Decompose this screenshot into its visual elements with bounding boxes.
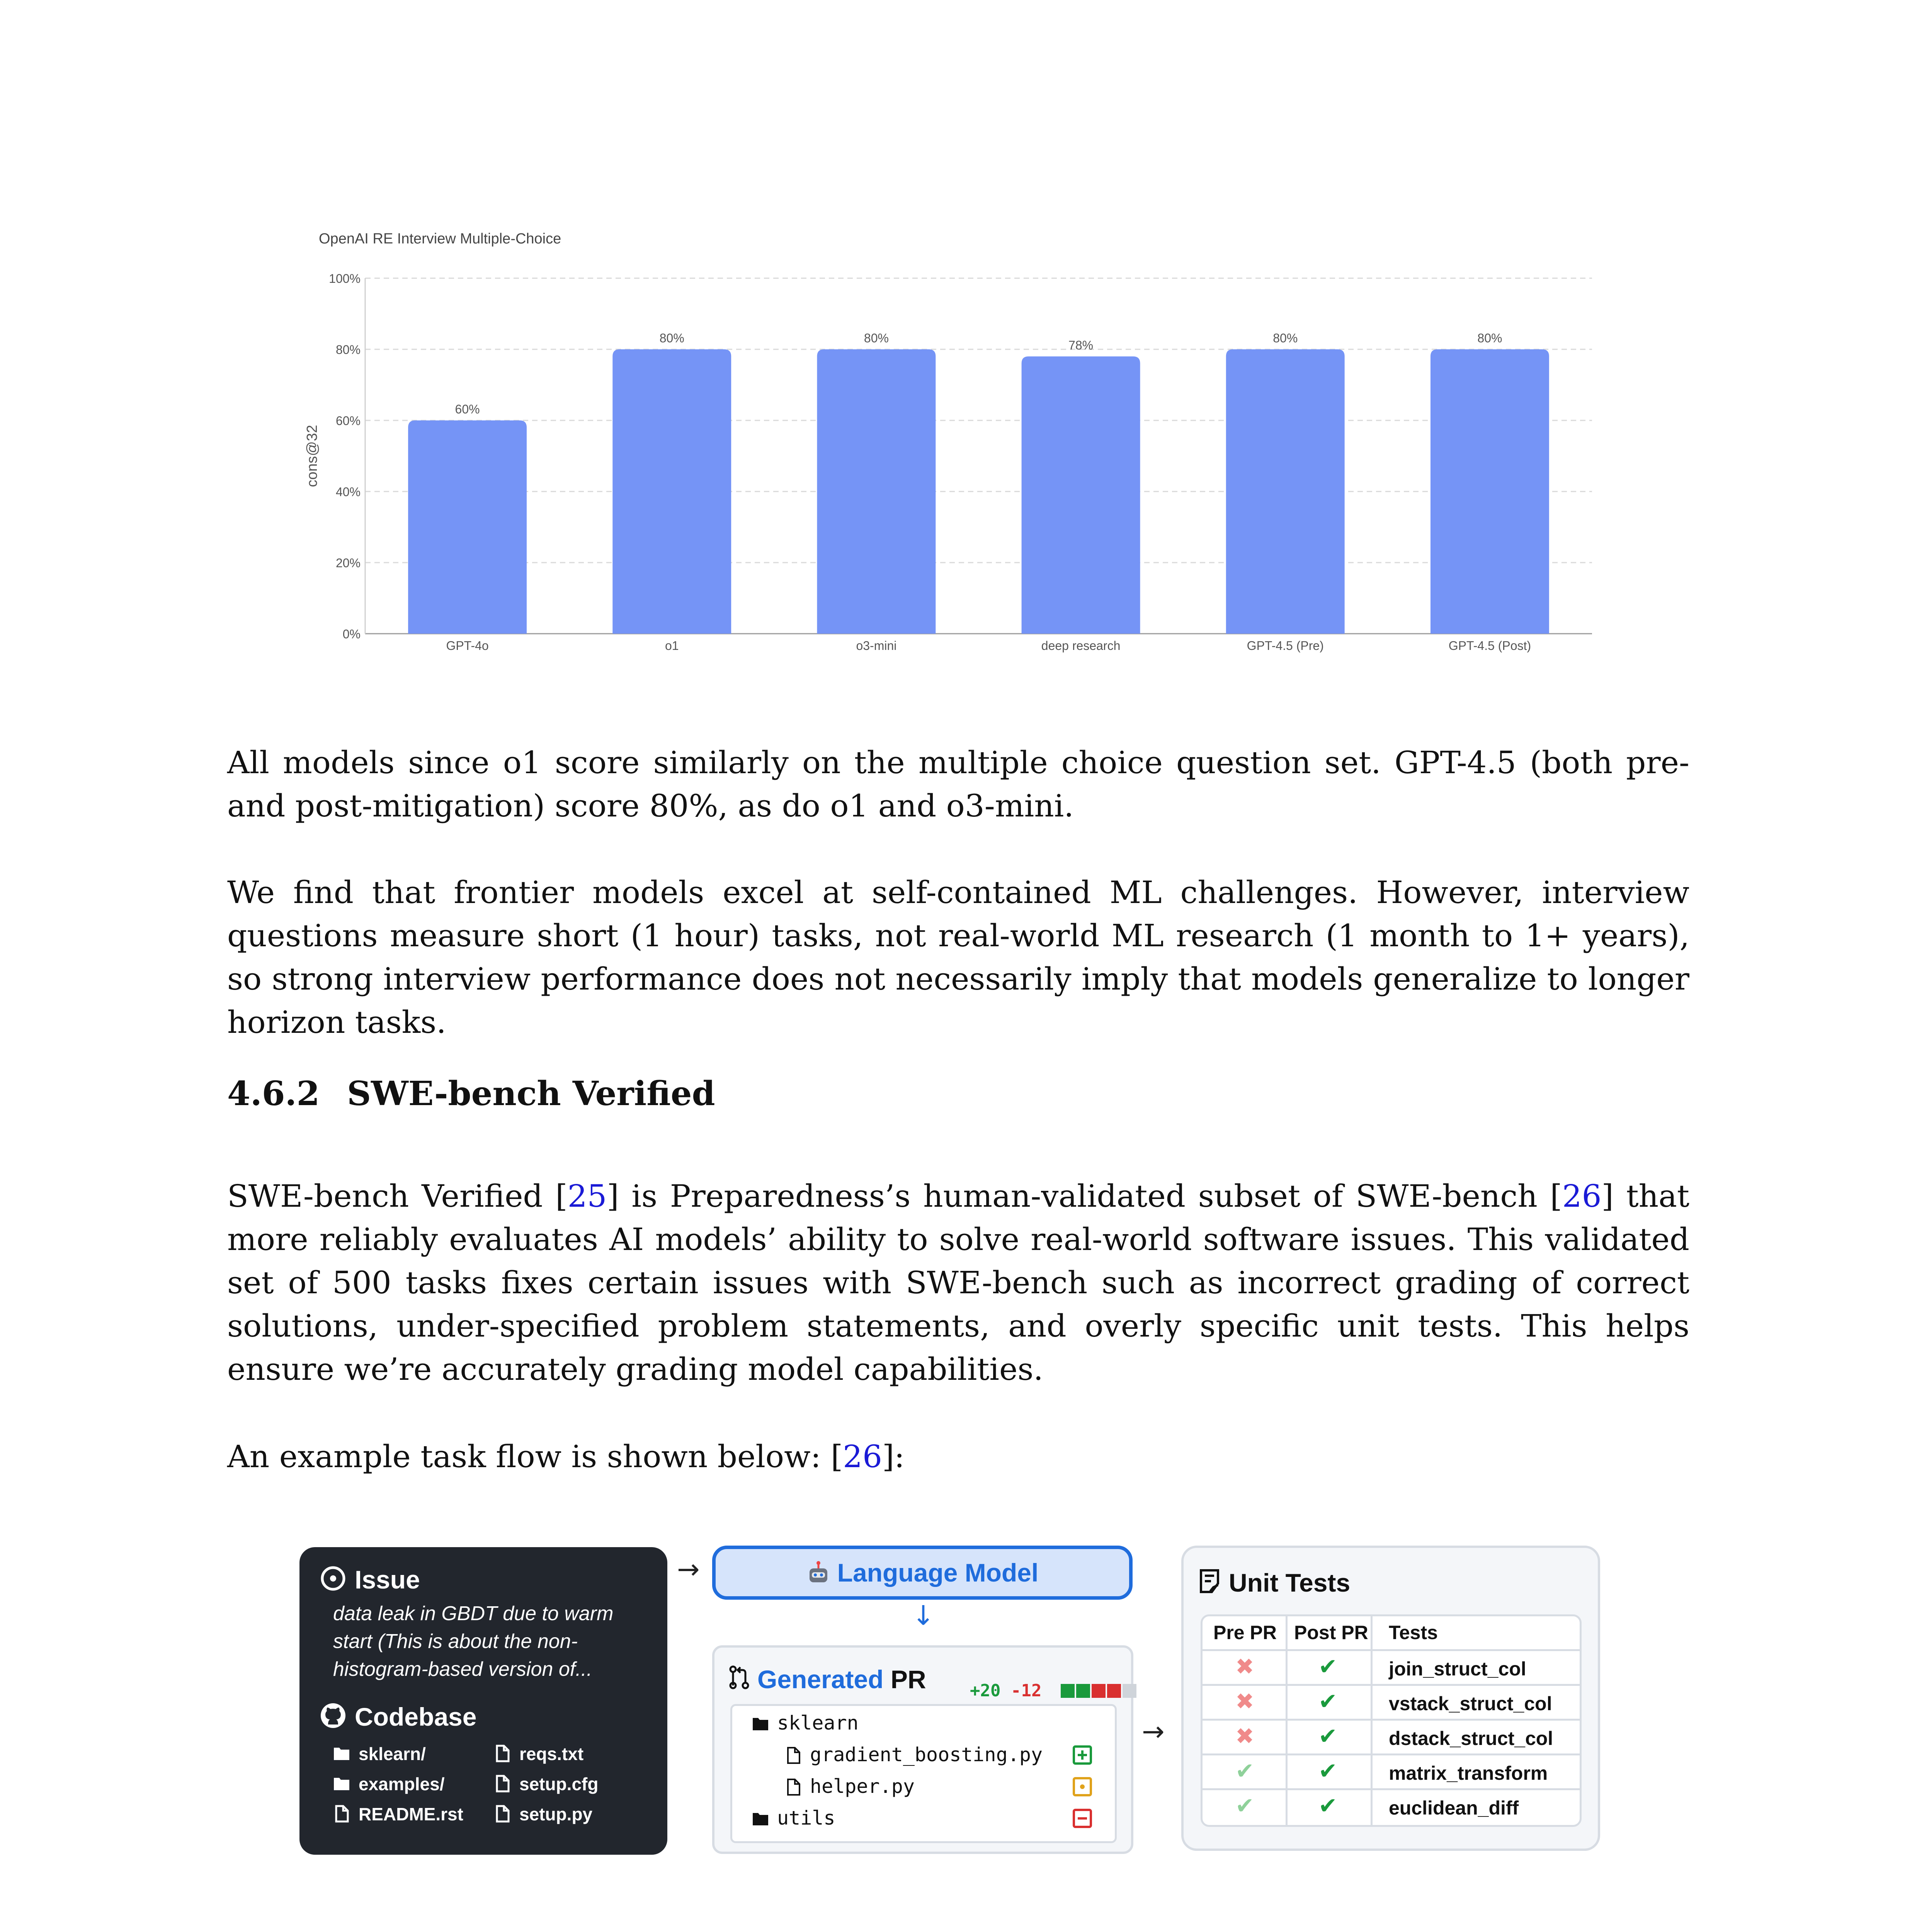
file-name: sklearn/: [359, 1744, 426, 1764]
paragraph-swe-bench-intro: [227, 1175, 1689, 1391]
citation-link[interactable]: 26: [1562, 1178, 1602, 1214]
fail-cross-icon: ✖: [1235, 1688, 1254, 1714]
bar: [612, 349, 731, 634]
issue-line: histogram-based version of...: [333, 1658, 592, 1680]
table-row-divider: [1203, 1788, 1580, 1790]
unit-tests-title: Unit Tests: [1229, 1568, 1351, 1597]
column-header-post-pr: Post PR: [1294, 1622, 1368, 1643]
diff-block: [1076, 1684, 1090, 1698]
file-icon: [494, 1805, 511, 1823]
arrow-down-icon: ↓: [912, 1600, 935, 1631]
y-tick-label: 0%: [342, 627, 361, 641]
section-number: 4.6.2: [227, 1074, 320, 1113]
diff-blocks: [1061, 1684, 1136, 1698]
y-tick-label: 80%: [335, 343, 361, 357]
pr-file-item: [784, 1743, 1043, 1766]
bar-value-label: 80%: [659, 331, 684, 345]
file-removed-icon: [1072, 1808, 1092, 1828]
bar: [817, 349, 936, 634]
arrow-right-icon: →: [677, 1553, 700, 1585]
x-tick-label: o1: [665, 639, 679, 653]
bar: [408, 420, 527, 634]
paragraph-mc-results: All models since o1 score similarly on the multiple choice question set. GPT-4.5 (both pre- and post-mitigation) score 80%, as do o1 and o3-mini.: [227, 745, 1689, 824]
file-name: README.rst: [359, 1804, 463, 1824]
file-item: [494, 1774, 598, 1794]
file-name: helper.py: [810, 1775, 915, 1798]
test-name: euclidean_diff: [1389, 1797, 1519, 1819]
pass-check-icon: ✔: [1318, 1653, 1337, 1680]
issue-title: Issue: [355, 1565, 420, 1594]
table-row-divider: [1203, 1719, 1580, 1721]
test-name: join_struct_col: [1389, 1658, 1526, 1680]
file-name: setup.cfg: [519, 1774, 599, 1794]
file-item: [494, 1804, 592, 1825]
diff-block: [1107, 1684, 1121, 1698]
bar: [1226, 349, 1345, 634]
x-tick-label: GPT-4.5 (Post): [1448, 639, 1531, 653]
table-divider: [1371, 1614, 1373, 1827]
paragraph-frontier-models: We find that frontier models excel at self-contained ML challenges. However, interview questions measure short (1 hour) tasks, not real-world ML research (1 month to 1+ years), so strong interview performance does not necessarily imply that models generalize to longer horizon tasks.: [227, 874, 1689, 1040]
paragraph-text: ] is Preparedness’s human-validated subset of SWE-bench [: [607, 1178, 1562, 1214]
folder-item: [333, 1774, 444, 1794]
file-name: utils: [777, 1807, 835, 1829]
diff-stats: [970, 1681, 1041, 1701]
codebase-title: Codebase: [355, 1702, 477, 1731]
diff-block: [1092, 1684, 1106, 1698]
x-tick-label: GPT-4.5 (Pre): [1247, 639, 1324, 653]
y-tick-label: 20%: [335, 556, 361, 570]
section-heading: [227, 1074, 715, 1113]
file-added-icon: [1072, 1745, 1092, 1765]
pr-folder-item: [752, 1712, 859, 1734]
diff-block: [1123, 1684, 1136, 1698]
fail-cross-icon: ✖: [1235, 1723, 1254, 1749]
column-header-pre-pr: Pre PR: [1213, 1622, 1277, 1643]
table-row-divider: [1203, 1649, 1580, 1651]
test-name: dstack_struct_col: [1389, 1728, 1553, 1749]
bar-value-label: 80%: [1477, 331, 1502, 345]
pass-check-icon: ✔: [1318, 1688, 1337, 1714]
x-tick-label: deep research: [1041, 639, 1121, 653]
fail-cross-icon: ✖: [1235, 1653, 1254, 1680]
file-name: gradient_boosting.py: [810, 1743, 1043, 1766]
pull-request-icon: [728, 1665, 750, 1689]
paragraph-task-flow: [227, 1435, 1689, 1478]
file-icon: [784, 1747, 802, 1764]
file-item: [333, 1804, 463, 1825]
pr-folder-item: [752, 1807, 835, 1829]
x-tick-label: o3-mini: [856, 639, 897, 653]
citation-link[interactable]: 25: [567, 1178, 607, 1214]
citation-link[interactable]: 26: [843, 1439, 882, 1475]
section-title: SWE-bench Verified: [347, 1074, 715, 1113]
issue-description: [333, 1600, 658, 1683]
chart-title: OpenAI RE Interview Multiple-Choice: [319, 231, 561, 247]
bar-value-label: 80%: [864, 331, 889, 345]
bar: [1022, 356, 1140, 634]
bar-chart: [294, 224, 1615, 665]
test-list-icon: [1199, 1568, 1221, 1594]
language-model-label: Language Model: [837, 1558, 1039, 1587]
x-tick-label: GPT-4o: [446, 639, 489, 653]
bar: [1431, 349, 1549, 634]
pr-label: PR: [890, 1665, 926, 1694]
file-modified-icon: [1072, 1777, 1092, 1797]
bar-value-label: 60%: [455, 402, 480, 416]
pass-check-icon: ✔: [1318, 1758, 1337, 1784]
folder-item: [333, 1743, 426, 1764]
file-name: examples/: [359, 1774, 445, 1794]
test-name: matrix_transform: [1389, 1762, 1548, 1784]
language-model-box: [712, 1546, 1133, 1600]
file-name: setup.py: [519, 1804, 593, 1824]
file-icon: [494, 1745, 511, 1762]
file-icon: [494, 1775, 511, 1793]
column-header-tests: Tests: [1389, 1622, 1438, 1643]
issue-line: start (This is about the non-: [333, 1630, 578, 1653]
y-tick-label: 60%: [335, 414, 361, 428]
file-item: [494, 1743, 583, 1764]
file-icon: [784, 1778, 802, 1796]
paragraph-evaluation-runs: [227, 1930, 1689, 1932]
unit-tests-table: [1201, 1614, 1582, 1827]
file-icon: [333, 1805, 350, 1823]
table-row-divider: [1203, 1753, 1580, 1755]
arrow-right-icon: →: [1142, 1716, 1165, 1747]
generated-label: Generated: [757, 1665, 884, 1694]
test-name: vstack_struct_col: [1389, 1693, 1552, 1714]
file-name: reqs.txt: [519, 1744, 584, 1764]
pass-check-icon: ✔: [1235, 1793, 1254, 1819]
y-tick-label: 100%: [329, 272, 361, 286]
paragraph-text: ] that more reliably evaluates AI models’ ability to solve real-world software issues. This validated set of 500 tasks fixes certain issues with SWE-bench such as incorrect grading of correct solutions, under-specified problem statements, and overly specific unit tests. This helps ensure we’re accurately grading model capabilities.: [227, 1178, 1690, 1387]
pass-check-icon: ✔: [1318, 1793, 1337, 1819]
robot-icon: [806, 1561, 830, 1585]
diff-removed: -12: [1010, 1681, 1042, 1701]
table-divider: [1286, 1614, 1288, 1827]
issue-icon: [320, 1565, 347, 1592]
issue-line: data leak in GBDT due to warm: [333, 1602, 614, 1625]
folder-icon: [333, 1745, 350, 1762]
bar-value-label: 78%: [1068, 338, 1094, 352]
diff-block: [1061, 1684, 1075, 1698]
pass-check-icon: ✔: [1235, 1758, 1254, 1784]
diff-added: +20: [970, 1681, 1001, 1701]
y-tick-label: 40%: [335, 485, 361, 499]
pass-check-icon: ✔: [1318, 1723, 1337, 1749]
pr-file-item: [784, 1775, 915, 1798]
folder-icon: [752, 1715, 769, 1733]
generated-pr-title: [757, 1665, 926, 1694]
paragraph-text: SWE-bench Verified [: [227, 1178, 568, 1214]
bar-value-label: 80%: [1273, 331, 1298, 345]
y-axis-label: cons@32: [304, 425, 320, 487]
github-icon: [320, 1702, 347, 1729]
folder-icon: [333, 1775, 350, 1793]
paragraph-text: ]:: [882, 1439, 905, 1475]
paragraph-text: An example task flow is shown below: [: [227, 1439, 843, 1475]
file-name: sklearn: [777, 1712, 859, 1734]
table-row-divider: [1203, 1684, 1580, 1686]
folder-icon: [752, 1810, 769, 1828]
